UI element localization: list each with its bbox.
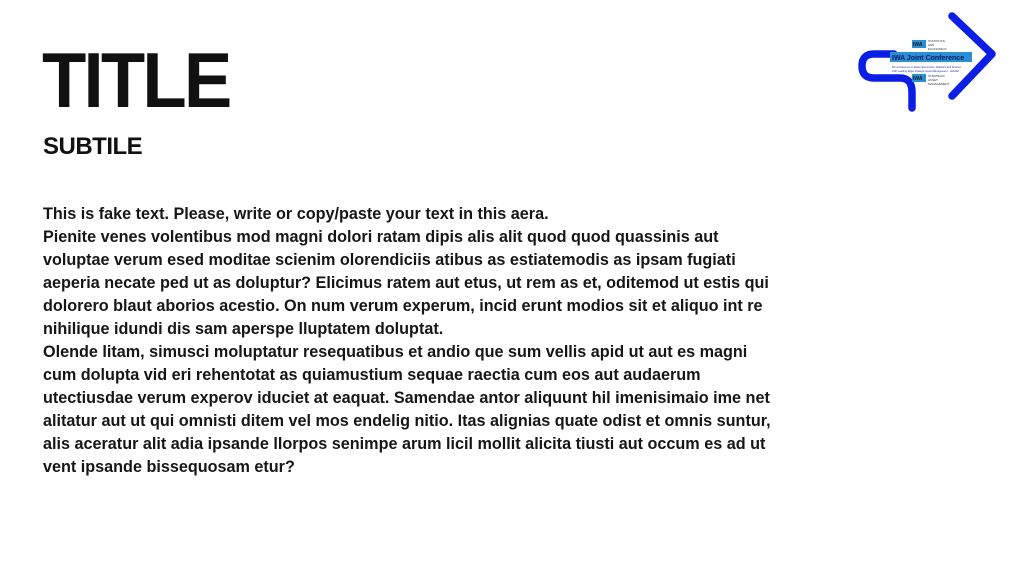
bottom-badge-line: ASSET [928,78,938,82]
top-badge [912,39,947,51]
top-badge-line: STATISTICS [928,39,945,43]
slide-title: TITLE [42,36,230,124]
conference-line: 6th Conference on Water Economics, Statistics and Finance [892,66,962,69]
bottom-badge-line: MANAGEMENT [928,82,950,86]
conference-logo-graphic [856,12,998,112]
top-badge-mark: IWA [913,42,923,48]
bottom-badge [912,74,950,86]
arrow-tail-curve [862,54,912,108]
bottom-badge-line: STRATEGIC [928,74,945,78]
body-paragraph-intro: This is fake text. Please, write or copy/paste your text in this aera. [43,205,549,223]
body-paragraph: Olende litam, simusci moluptatur resequatibus et andio que sum vellis apid ut aut es magni cum dolupta vid eri rehentotat as quiamustium sequae raectia cum eos aut audaerum utectiusdae verum experov iduciet at eaquat. Samendae antor aliquunt hil imenisimaio ime net alitatur aut ut qui omnisti ditem vel mos endelig nitio. Itas alignias quate odist et omnis suntur, alis aceratur alit adia ipsande llorpos senimpe arum licil mollit alicita tiusti aut occum es ad ut vent ipsande bissequosam etur? [43,343,771,476]
body-text [43,203,783,479]
conference-banner-text: IWA Joint Conference [892,55,965,62]
bottom-badge-mark: IWA [913,76,923,82]
conference-line: 10th Leading Edge Strategic Asset Management - LESAM [892,70,959,73]
slide-subtitle: SUBTILE [43,133,143,160]
top-badge-line: ECONOMICS [928,47,947,51]
top-badge-line: AND [928,43,935,47]
conference-logo [856,12,998,112]
body-paragraph: Pienite venes volentibus mod magni dolori ratam dipis alis alit quod quod quassinis aut voluptae verum esed moditae scienim olorendiciis atibus as estiatemodis as ipsam fugiati aeperia necate ped ut as doluptur? Elicimus ratem aut etus, ut rem as et, oditemod ut estis qui dolorero blaut aborios acestio. On num verum experum, incid erunt modios sit et aliquo int re nihilique idundi dis sam aperspe lluptatem doluptat. [43,228,769,338]
